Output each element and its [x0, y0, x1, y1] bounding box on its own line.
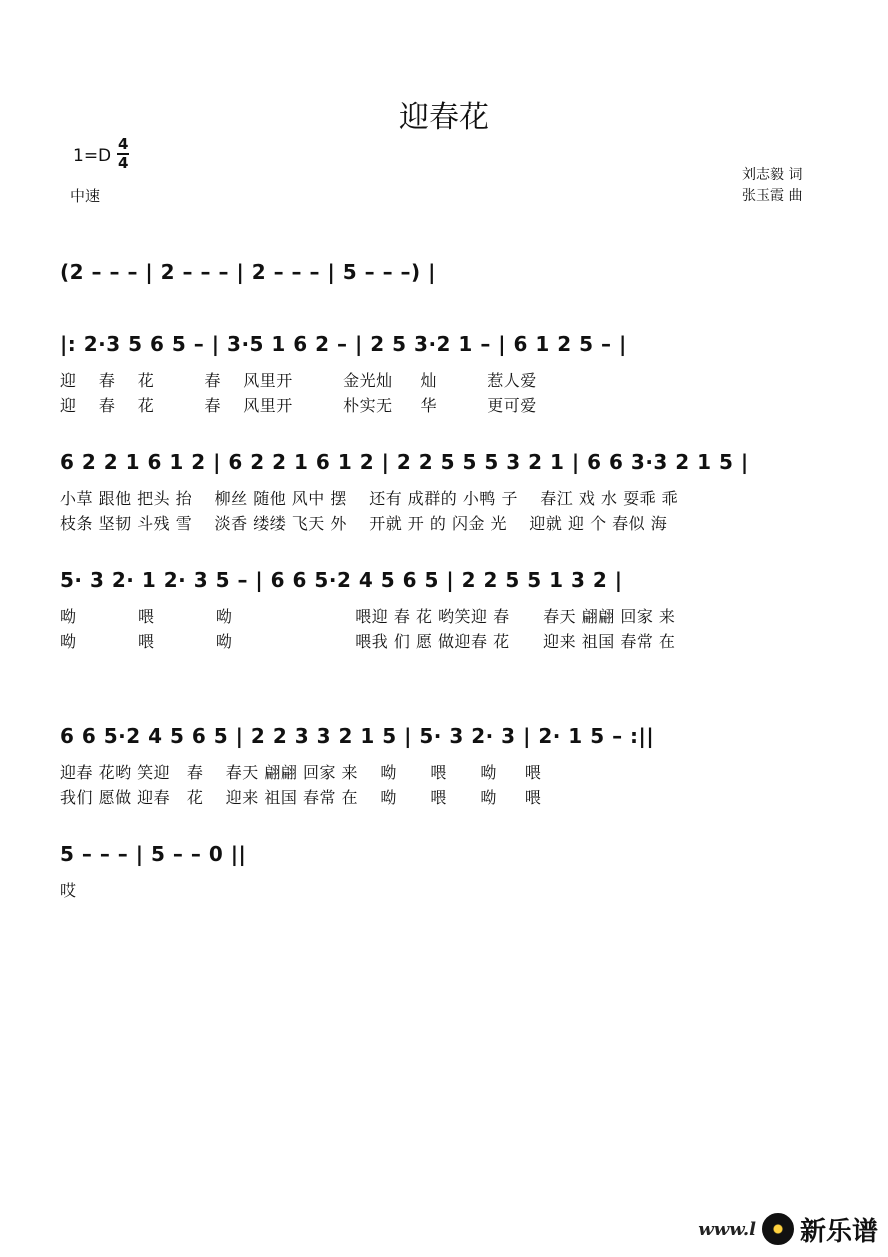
score-row-2	[60, 332, 830, 417]
notes-line: (2 – – – | 2 – – – | 2 – – – | 5 – – –) |	[60, 260, 436, 284]
lyric-line-1: 哎	[60, 881, 77, 900]
score-row-3	[60, 450, 830, 535]
meter-numerator: 4	[118, 135, 129, 153]
site-brand[interactable]	[698, 1209, 878, 1249]
lyric-line-2: 我们 愿做 迎春 花 迎来 祖国 春常 在 呦 喂 呦 喂	[60, 788, 542, 807]
lyricist-credit: 刘志毅 词	[742, 167, 803, 183]
notes-line: 6 6 5·2 4 5 6 5 | 2 2 3 3 2 1 5 | 5· 3 2· 3 | 2· 1 5 – :||	[60, 724, 655, 748]
composer-credit: 张玉霞 曲	[742, 188, 803, 204]
tempo-mark: 中速	[70, 187, 101, 205]
notes-line: 5 – – – | 5 – – 0 ||	[60, 842, 247, 866]
score-row-1	[60, 260, 830, 300]
vinyl-record-icon	[762, 1213, 794, 1245]
score-row-6	[60, 842, 830, 902]
notes-line: |: 2·3 5 6 5 – | 3·5 1 6 2 – | 2 5 3·2 1 – | 6 1 2 5 – |	[60, 332, 627, 356]
score-row-5	[60, 724, 830, 809]
score-row-4	[60, 568, 830, 653]
brand-name: 新乐谱	[799, 1216, 878, 1247]
time-signature	[117, 136, 129, 172]
lyric-line-1: 迎 春 花 春 风里开 金光灿 灿 惹人爱	[60, 371, 537, 390]
lyric-line-1: 呦 喂 呦 喂迎 春 花 哟笑迎 春 春天 翩翩 回家 来	[60, 607, 676, 626]
notes-line: 5· 3 2· 1 2· 3 5 – | 6 6 5·2 4 5 6 5 | 2 2 5 5 1 3 2 |	[60, 568, 623, 592]
lyric-line-2: 枝条 坚韧 斗残 雪 淡香 缕缕 飞天 外 开就 开 的 闪金 光 迎就 迎 个 春似 海	[60, 514, 668, 533]
lyric-line-1: 小草 跟他 把头 抬 柳丝 随他 风中 摆 还有 成群的 小鸭 子 春江 戏 水 耍乖 乖	[60, 489, 679, 508]
meter-denominator: 4	[118, 154, 129, 172]
site-url[interactable]: www.l	[698, 1218, 756, 1240]
key-signature: 1=D	[73, 146, 112, 166]
lyric-line-2: 呦 喂 呦 喂我 们 愿 做迎春 花 迎来 祖国 春常 在	[60, 632, 676, 651]
lyric-line-1: 迎春 花哟 笑迎 春 春天 翩翩 回家 来 呦 喂 呦 喂	[60, 763, 542, 782]
song-title: 迎春花	[399, 100, 489, 135]
notes-line: 6 2 2 1 6 1 2 | 6 2 2 1 6 1 2 | 2 2 5 5 5 3 2 1 | 6 6 3·3 2 1 5 |	[60, 450, 749, 474]
lyric-line-2: 迎 春 花 春 风里开 朴实无 华 更可爱	[60, 396, 537, 415]
